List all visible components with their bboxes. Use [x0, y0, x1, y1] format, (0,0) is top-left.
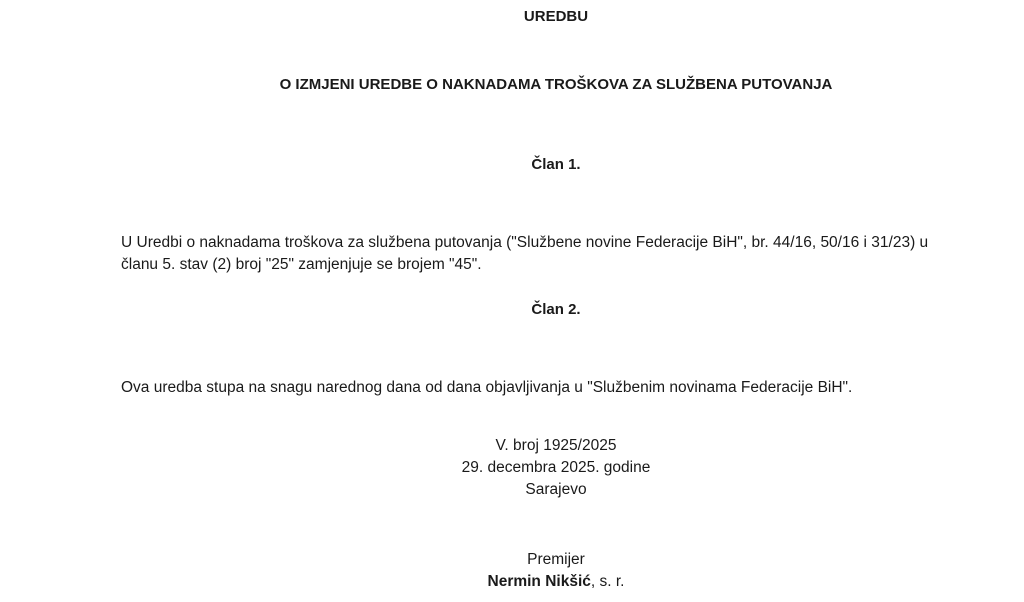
article-1-heading: Član 1.	[531, 156, 581, 173]
document-place: Sarajevo	[525, 481, 587, 498]
document-subtitle: O IZMJENI UREDBE O NAKNADAMA TROŠKOVA ZA SLUŽBENA PUTOVANJA	[279, 76, 833, 93]
article-1-text-line-2: članu 5. stav (2) broj "25" zamjenjuje se brojem "45".	[121, 256, 482, 273]
article-1-text-line-1: U Uredbi o naknadama troškova za službena putovanja ("Službene novine Federacije BiH", br. 44/16, 50/16 i 31/23) u	[121, 234, 929, 251]
signature	[0, 571, 1024, 593]
document-number: V. broj 1925/2025	[495, 437, 617, 454]
article-2-heading: Član 2.	[531, 301, 581, 318]
document-date: 29. decembra 2025. godine	[461, 459, 651, 476]
article-1-text	[121, 232, 981, 276]
signature-name: Nermin Nikšić	[487, 573, 591, 590]
document-title: UREDBU	[523, 8, 589, 25]
signature-role: Premijer	[527, 551, 585, 568]
article-2-text: Ova uredba stupa na snagu narednog dana od dana objavljivanja u "Službenim novinama Federacije BiH".	[121, 379, 853, 396]
signature-suffix: , s. r.	[590, 573, 625, 590]
